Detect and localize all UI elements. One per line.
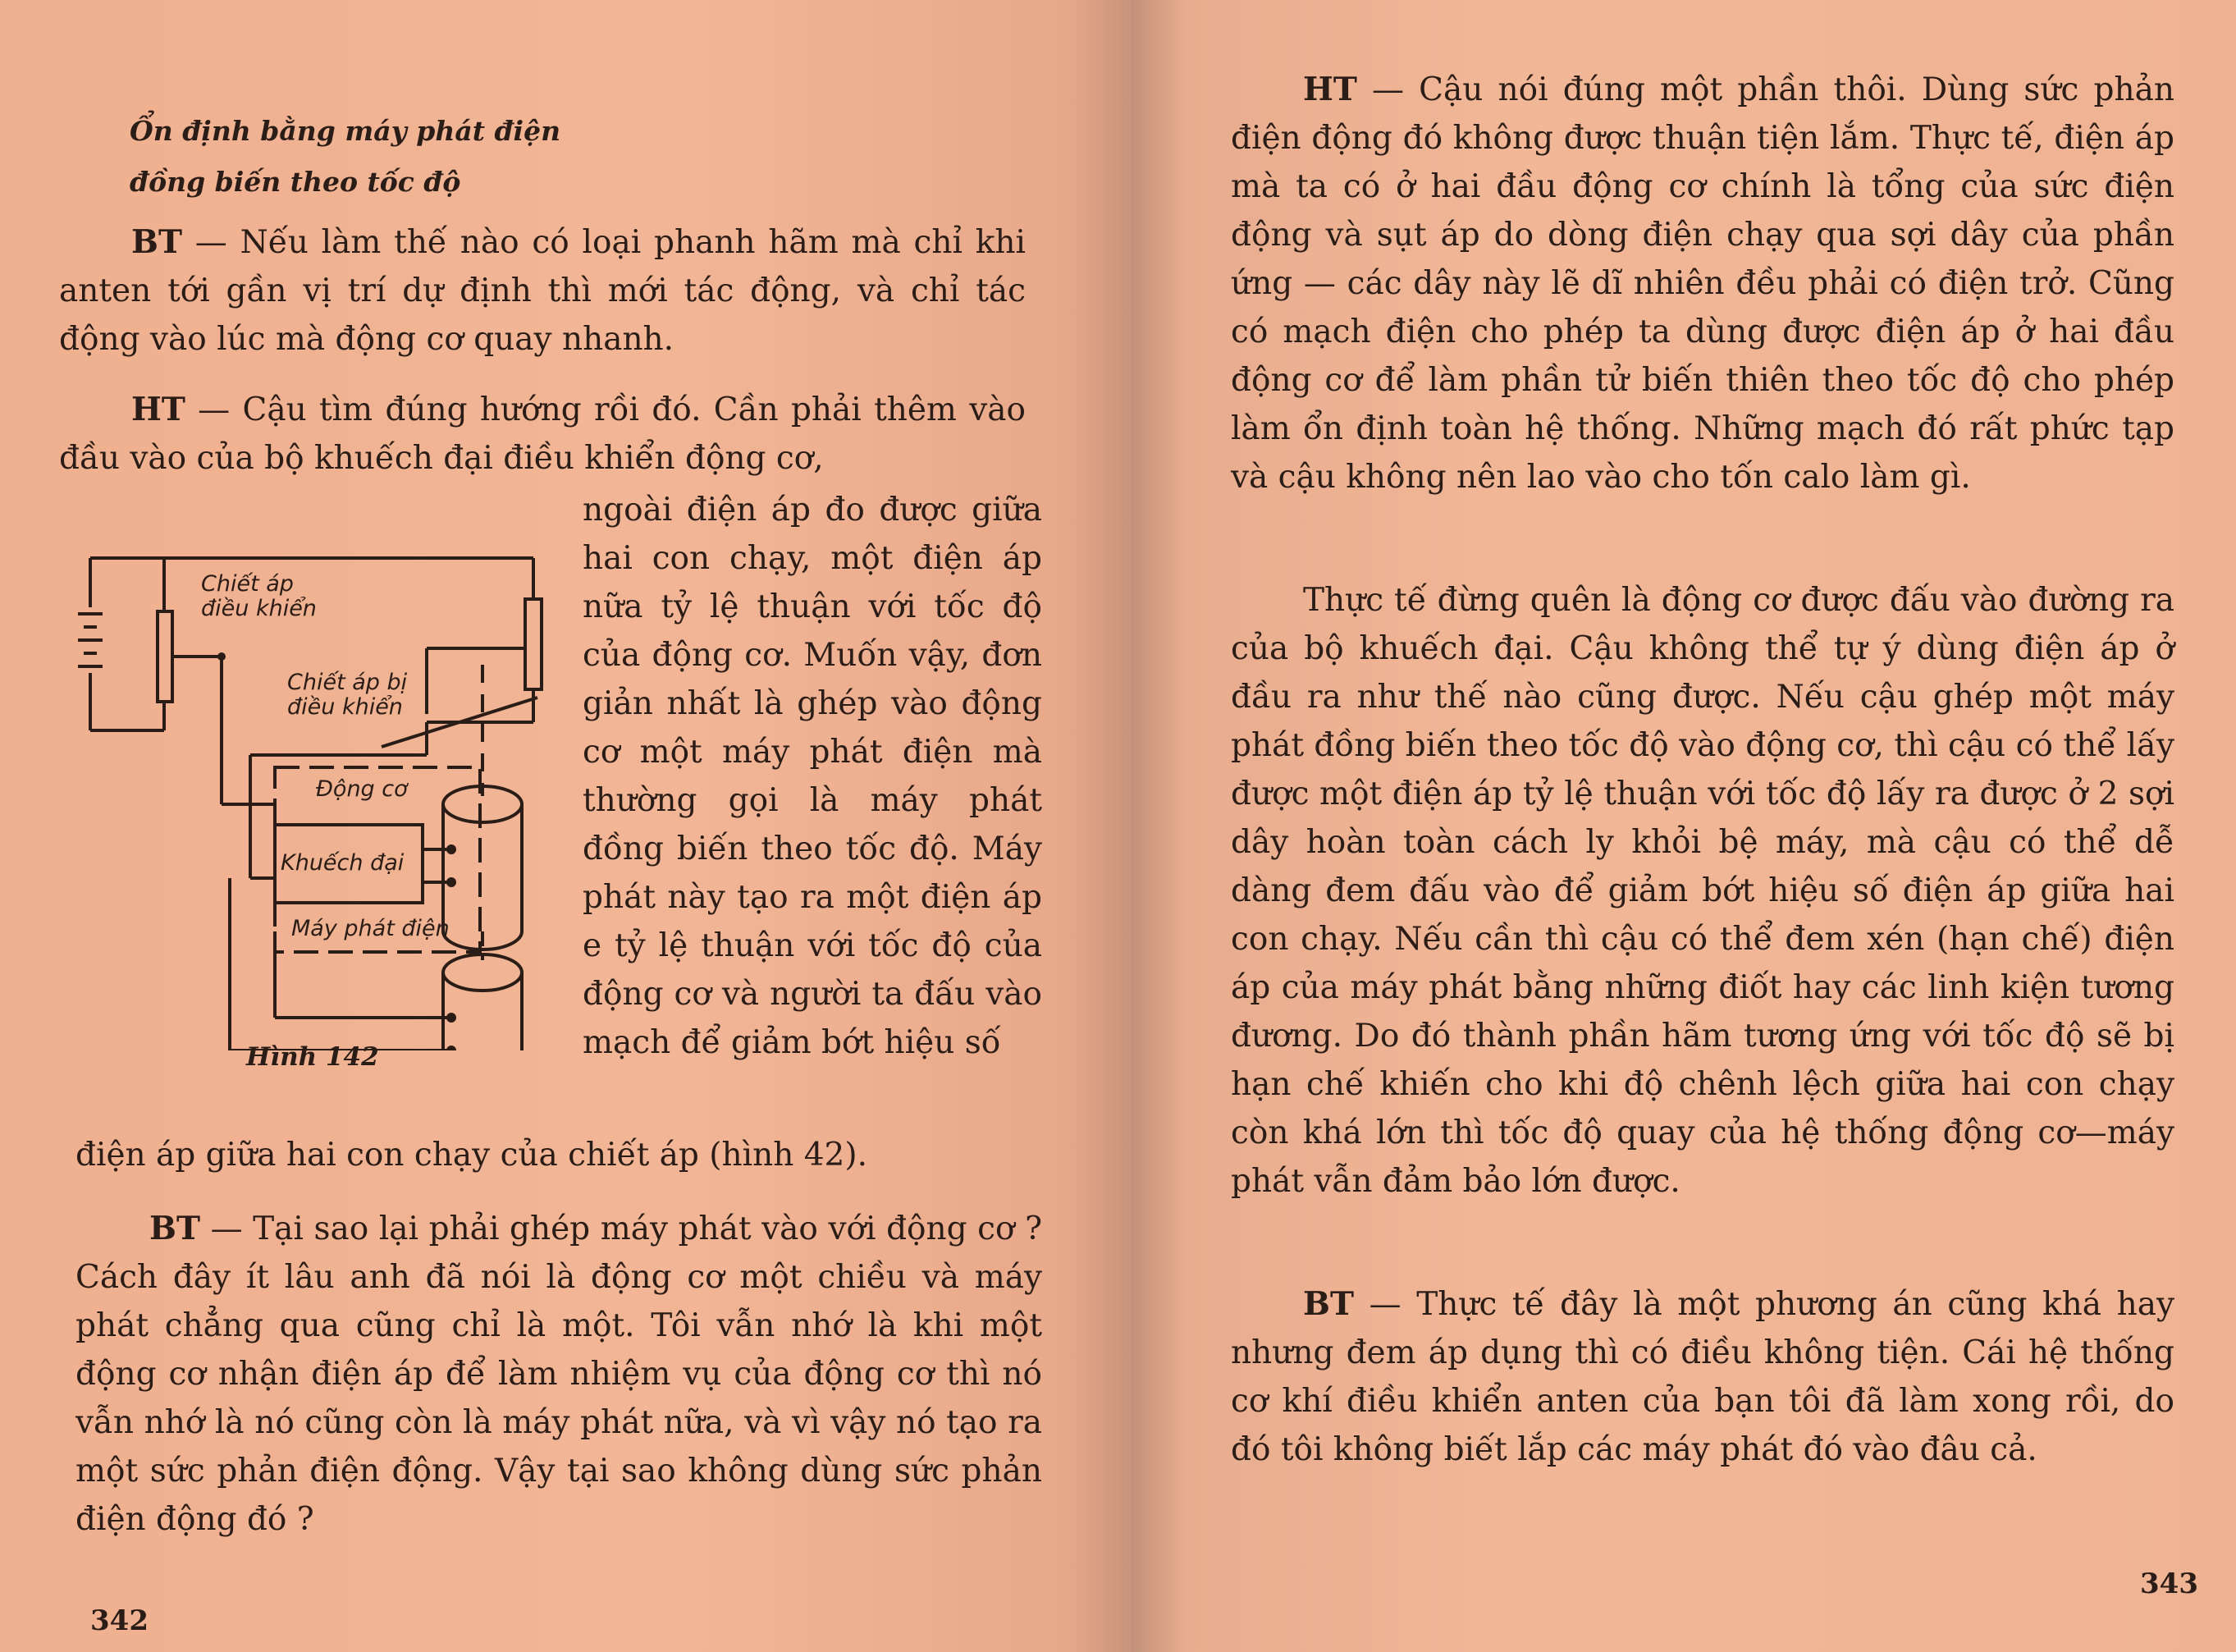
paragraph-bt-2 bbox=[75, 1205, 1042, 1544]
speaker-bt: BT bbox=[131, 223, 182, 261]
paragraph-text: — Thực tế đây là một phương án cũng khá hay nhưng đem áp dụng thì có điều không tiện. Cái hệ thống cơ khí điều khiển anten của bạn tôi đã làm xong rồi, do đó tôi không biết lắp các máy phát đó vào đâu cả. bbox=[1231, 1286, 2174, 1468]
label-chiet-ap-dieu-khien-1: Chiết áp bbox=[201, 571, 294, 597]
label-chiet-ap-dieu-khien-2: điều khiển bbox=[201, 596, 317, 621]
page-number-right: 343 bbox=[2140, 1567, 2198, 1600]
speaker-bt: BT bbox=[149, 1210, 200, 1247]
label-dong-co: Động cơ bbox=[316, 776, 408, 802]
paragraph-ht-2 bbox=[1231, 66, 2174, 501]
section-heading-line1: Ổn định bằng máy phát điện bbox=[130, 115, 561, 147]
paragraph-ht-1-top bbox=[59, 386, 1026, 483]
paragraph-bt-3 bbox=[1231, 1280, 2174, 1474]
paragraph-text: — Nếu làm thế nào có loại phanh hãm mà chỉ khi anten tới gần vị trí dự định thì mới tác động, và chỉ tác động vào lúc mà động cơ quay nhanh. bbox=[59, 224, 1026, 358]
section-heading-line2: đồng biến theo tốc độ bbox=[130, 166, 461, 198]
right-page bbox=[1131, 0, 2236, 1652]
paragraph-ht-2-continued: Thực tế đừng quên là động cơ được đấu vào đường ra của bộ khuếch đại. Cậu không thể tự ý dùng điện áp ở đầu ra như thế nào cũng được. Nếu cậu ghép một máy phát đồng biến theo tốc độ vào động cơ, thì cậu có thể lấy được một điện áp tỷ lệ thuận với tốc độ lấy ra được ở 2 sợi dây hoàn toàn cách ly khỏi bệ máy, mà cậu có thể dễ dàng đem đấu vào để giảm bớt hiệu số điện áp giữa hai con chạy. Nếu cần thì cậu có thể đem xén (hạn chế) điện áp của máy phát bằng những điốt hay các linh kiện tương đương. Do đó thành phần hãm tương ứng với tốc độ sẽ bị hạn chế khiến cho khi độ chênh lệch giữa hai con chạy còn khá lớn thì tốc độ quay của hệ thống động cơ—máy phát vẫn đảm bảo lớn được. bbox=[1231, 582, 2174, 1200]
paragraph-text: — Cậu tìm đúng hướng rồi đó. Cần phải thêm vào đầu vào của bộ khuếch đại điều khiển động cơ, bbox=[59, 391, 1026, 477]
paragraph-ht-1-bottom: điện áp giữa hai con chạy của chiết áp (hình 42). bbox=[75, 1137, 867, 1174]
figure-caption: Hình 142 bbox=[246, 1042, 379, 1072]
label-chiet-ap-bi-dieu-khien-2: điều khiển bbox=[287, 694, 403, 720]
circuit-diagram bbox=[66, 525, 558, 1050]
label-may-phat-dien: Máy phát điện bbox=[291, 916, 450, 941]
label-chiet-ap-bi-dieu-khien-1: Chiết áp bị bbox=[287, 670, 408, 695]
paragraph-text: — Cậu nói đúng một phần thôi. Dùng sức phản điện động đó không được thuận tiện lắm. Thực tế, điện áp mà ta có ở hai đầu động cơ chính là tổng của sức điện động và sụt áp do dòng điện chạy qua sợi dây của phần ứng — các dây này lẽ dĩ nhiên đều phải có điện trở. Cũng có mạch điện cho phép ta dùng được điện áp ở hai đầu động cơ để làm phần tử biến thiên theo tốc độ cho phép làm ổn định toàn hệ thống. Những mạch đó rất phức tạp và cậu không nên lao vào cho tốn calo làm gì. bbox=[1231, 71, 2174, 496]
speaker-ht: HT bbox=[1303, 71, 1357, 108]
paragraph-text: — Tại sao lại phải ghép máy phát vào với động cơ ? Cách đây ít lâu anh đã nói là động cơ một chiều và máy phát chẳng qua cũng chỉ là một. Tôi vẫn nhớ là khi một động cơ nhận điện áp để làm nhiệm vụ của động cơ thì nó vẫn nhớ là nó cũng còn là máy phát nữa, và vì vậy nó tạo ra một sức phản điện động. Vậy tại sao không dùng sức phản điện động đó ? bbox=[75, 1210, 1042, 1538]
figure-142 bbox=[66, 525, 558, 1050]
paragraph-ht-1-wrap: ngoài điện áp đo được giữa hai con chạy, một điện áp nữa tỷ lệ thuận với tốc độ của động cơ. Muốn vậy, đơn giản nhất là ghép vào động cơ một máy phát điện mà thường gọi là máy phát đồng biến theo tốc độ. Máy phát này tạo ra một điện áp e tỷ lệ thuận với tốc độ của động cơ và người ta đấu vào mạch để giảm bớt hiệu số bbox=[583, 492, 1042, 1061]
page-number-left: 342 bbox=[90, 1604, 149, 1637]
speaker-bt: BT bbox=[1303, 1285, 1354, 1323]
speaker-ht: HT bbox=[131, 391, 185, 428]
label-khuech-dai: Khuếch đại bbox=[281, 850, 405, 876]
paragraph-bt-1 bbox=[59, 218, 1026, 364]
